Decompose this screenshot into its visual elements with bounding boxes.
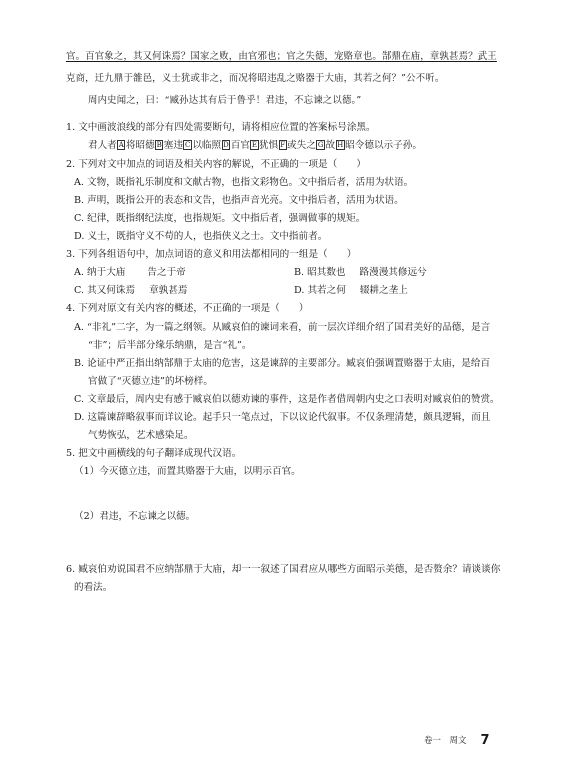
mark-B[interactable]: B bbox=[156, 141, 162, 149]
q4-option-a-2: “非”；后半部分缘乐纳鼎，是言“礼”。 bbox=[88, 340, 252, 351]
q3-option-a: A. 纳于大庙 bbox=[74, 267, 126, 278]
mark-F[interactable]: F bbox=[280, 141, 286, 149]
q1-sentence-text: 君人者 A 将昭德 B 塞违 C 以临照 D 百官 E 犹惧 F 或失之 G 故 H 昭令德以示子孙。 bbox=[88, 140, 422, 151]
q4-option-d-1: D. 这篇谏辞略叙事而详议论。起手只一笔点过，下以议论代叙事。不仅条理清楚，颇具逻辑，而且 bbox=[74, 412, 491, 423]
q4-option-c: C. 文章最后，周内史有感于臧哀伯以德劝谏的事件，这是作者借周朝内史之口表明对臧哀伯的赞赏。 bbox=[74, 394, 500, 405]
mark-E[interactable]: E bbox=[251, 141, 258, 149]
mark-A[interactable]: A bbox=[118, 141, 124, 149]
q2-stem: 2. 下列对文中加点的词语及相关内容的解说，不正确的一项是（ ） bbox=[66, 159, 367, 170]
passage-line-1 bbox=[66, 50, 506, 64]
page-footer bbox=[424, 733, 490, 748]
q3-option-d-wrap bbox=[294, 284, 408, 298]
q2-option-d: D. 义士，既指守义不苟的人，也指侠义之士。文中指前者。 bbox=[74, 231, 328, 242]
q3-stem: 3. 下列各组语句中，加点词语的意义和用法都相同的一组是（ ） bbox=[66, 249, 357, 260]
mark-D[interactable]: D bbox=[223, 141, 229, 149]
q3-row-1 bbox=[74, 266, 514, 280]
q3-option-d-pair: 辍耕之垄上 bbox=[359, 285, 408, 296]
q3-option-c-pair: 章孰甚焉 bbox=[149, 285, 188, 296]
q5-item-2: （2）君违，不忘谏之以德。 bbox=[74, 511, 196, 522]
q4-option-b-1: B. 论证中严正指出纳郜鼎于太庙的危害，这是谏辞的主要部分。臧哀伯强调置赂器于太庙，是给百 bbox=[74, 358, 491, 369]
footer-label: 卷一 周文 bbox=[424, 736, 467, 746]
passage-line-2: 克商，迁九鼎于雒邑，义士犹或非之，而况将昭违乱之赂器于大庙，其若之何？”公不听。 bbox=[66, 73, 445, 84]
q4-option-a-1: A. “非礼”二字，为一篇之纲领。从臧哀伯的谏词来看，前一层次详细介绍了国君美好的品德，是言 bbox=[74, 322, 491, 333]
passage-line-1-text: 官。百官象之，其又何诛焉？国家之败，由官邪也；官之失德，宠赂章也。郜鼎在庙，章孰甚焉？武王 bbox=[66, 51, 497, 62]
q2-option-c: C. 纪律，既指纲纪法度，也指规矩。文中指后者，强调做事的规矩。 bbox=[74, 213, 366, 224]
q3-option-b: B. 昭其数也 bbox=[294, 267, 346, 278]
q4-option-d-2: 气势恢弘，艺术感染足。 bbox=[88, 430, 194, 441]
q1-stem: 1. 文中画波浪线的部分有四处需要断句，请将相应位置的答案标号涂黑。 bbox=[66, 122, 376, 133]
passage-line-3: 周内史闻之，曰：“臧孙达其有后于鲁乎！君违，不忘谏之以德。” bbox=[88, 95, 362, 106]
mark-H[interactable]: H bbox=[337, 141, 344, 149]
q5-stem: 5. 把文中画横线的句子翻译成现代汉语。 bbox=[66, 448, 242, 459]
mark-G[interactable]: G bbox=[317, 141, 324, 149]
q3-option-b-wrap bbox=[294, 266, 427, 280]
q3-option-d: D. 其若之何 bbox=[294, 285, 346, 296]
q6-line-2: 的看法。 bbox=[74, 582, 113, 593]
q3-option-a-pair: 告之于帝 bbox=[147, 267, 186, 278]
page-number: 7 bbox=[480, 733, 490, 748]
q4-option-b-2: 官做了“灭德立违”的坏榜样。 bbox=[88, 376, 213, 387]
q6-line-1: 6. 臧哀伯劝说国君不应纳郜鼎于大庙，却一一叙述了国君应从哪些方面昭示美德，是否赘余？请谈谈你 bbox=[66, 564, 501, 575]
q1-sentence bbox=[88, 139, 528, 153]
q3-option-c: C. 其又何诛焉 bbox=[74, 285, 136, 296]
q3-option-b-pair: 路漫漫其修远兮 bbox=[359, 267, 427, 278]
q3-row-2 bbox=[74, 284, 514, 298]
q2-option-b: B. 声明，既指公开的表态和文告，也指声音光亮。文中指后者，活用为状语。 bbox=[74, 195, 404, 206]
q4-stem: 4. 下列对原文有关内容的概述，不正确的一项是（ ） bbox=[66, 303, 309, 314]
mark-C[interactable]: C bbox=[184, 141, 191, 149]
q2-option-a: A. 文物，既指礼乐制度和文献古物，也指文彩物色。文中指后者，活用为状语。 bbox=[74, 177, 414, 188]
q5-item-1: （1）今灭德立违，而置其赂器于大庙，以明示百官。 bbox=[74, 466, 301, 477]
